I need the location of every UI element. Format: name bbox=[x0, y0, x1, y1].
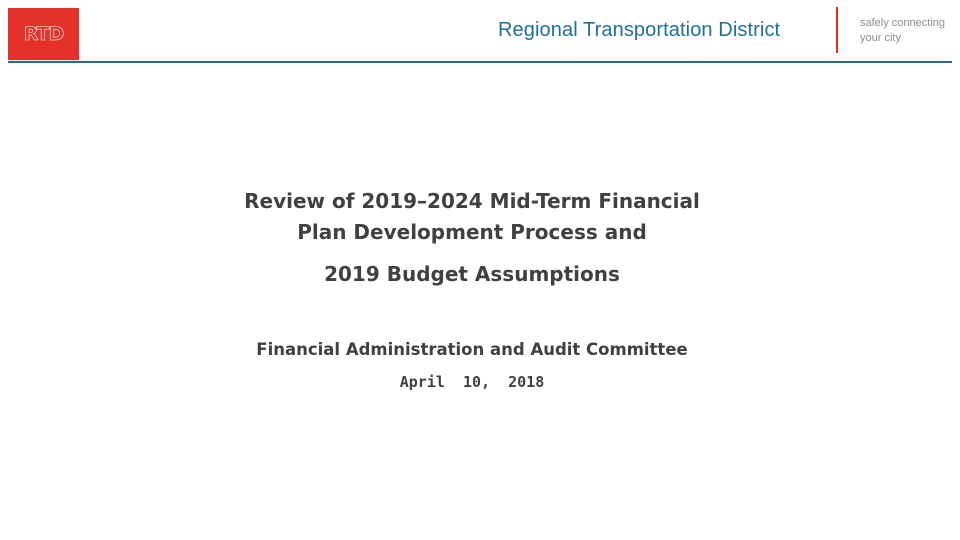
tagline-line-1: safely connecting bbox=[860, 17, 945, 29]
title-line-2: Plan Development Process and bbox=[297, 220, 647, 244]
title-line-3: 2019 Budget Assumptions bbox=[324, 262, 620, 286]
header-divider bbox=[836, 7, 838, 53]
organization-name: Regional Transportation District bbox=[498, 19, 781, 41]
slide-title bbox=[180, 186, 764, 290]
rtd-logo-text: RTD bbox=[23, 23, 64, 45]
title-line-1: Review of 2019–2024 Mid-Term Financial bbox=[244, 189, 700, 213]
committee-name: Financial Administration and Audit Committee bbox=[256, 340, 688, 359]
tagline bbox=[860, 16, 956, 46]
slide-header bbox=[0, 0, 960, 64]
tagline-line-2: your city bbox=[860, 32, 901, 44]
rtd-logo bbox=[8, 8, 79, 60]
presentation-date: April 10, 2018 bbox=[399, 373, 545, 391]
header-rule bbox=[8, 61, 952, 63]
